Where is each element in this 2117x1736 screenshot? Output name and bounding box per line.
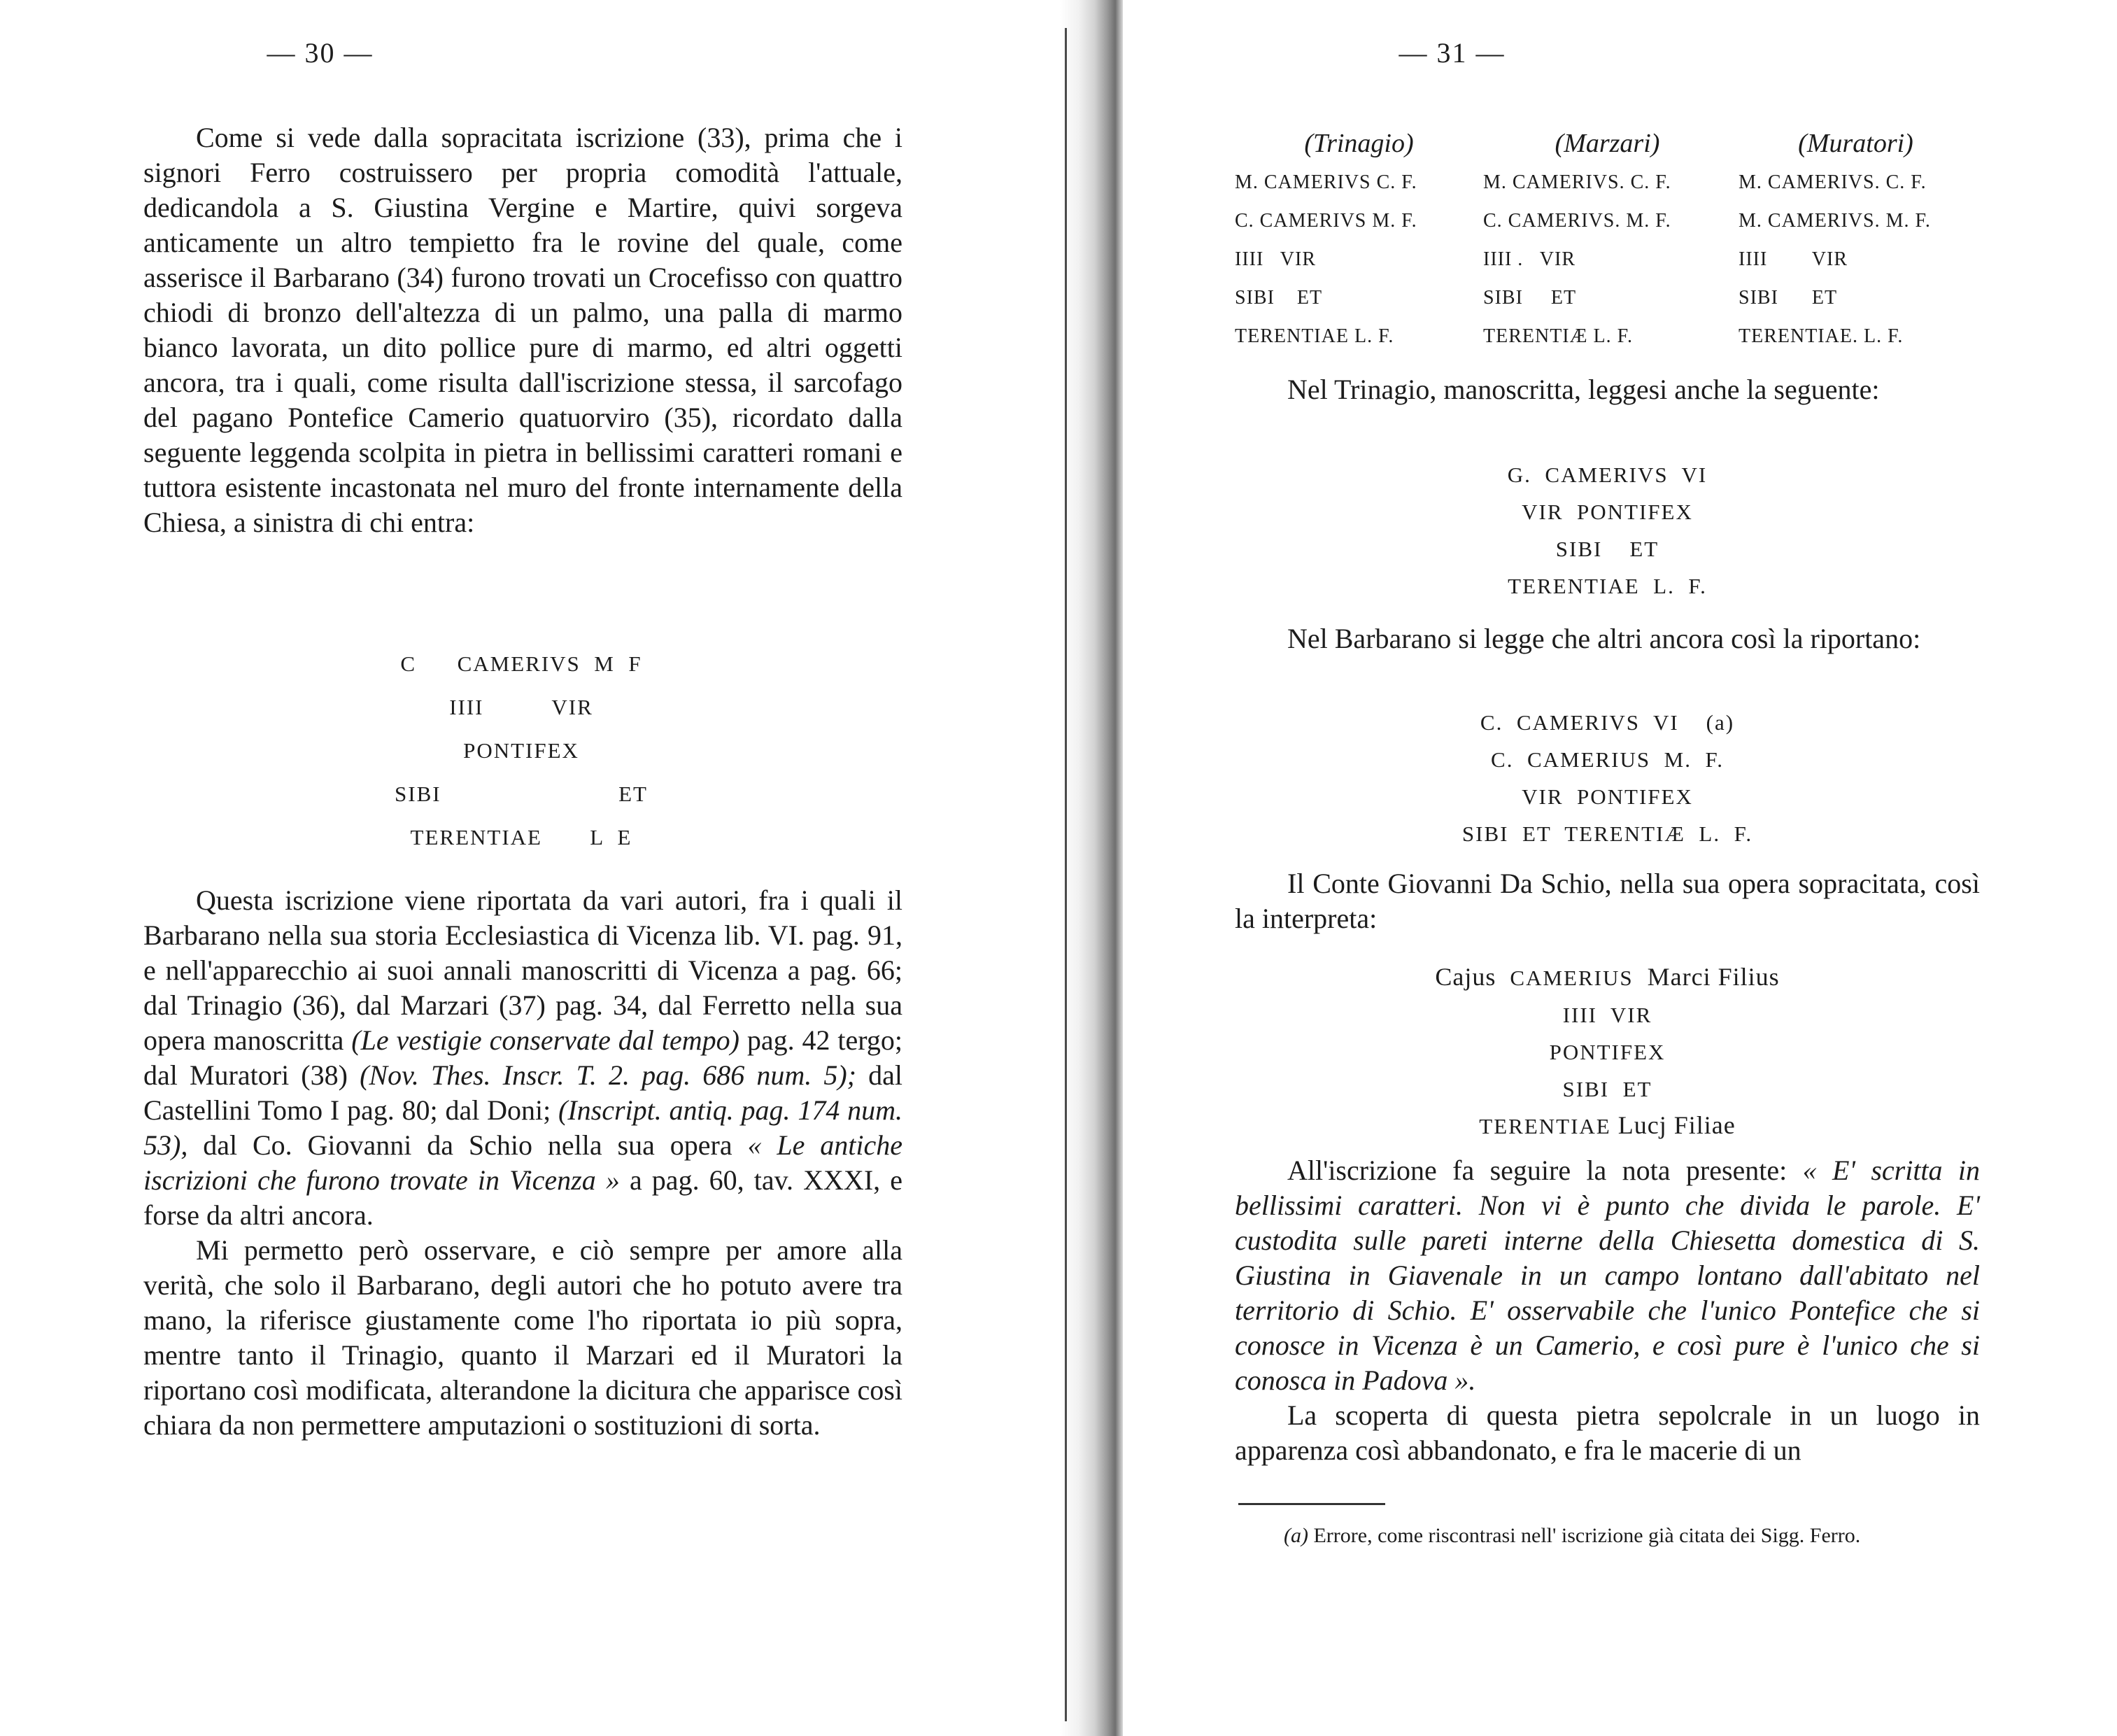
paragraph-text [1235, 1153, 1980, 1398]
inscription-line [1235, 1070, 1980, 1107]
column-cell: TERENTIAE L. F. [1235, 325, 1394, 347]
text-run: a pag. 60, tav. XXXI, e forse da altri ancora. [143, 1164, 902, 1231]
text-run: pag. 42 tergo; dal Muratori (38) [143, 1024, 902, 1091]
inscription-line: SIBI ET [395, 782, 648, 806]
inscription-line [1235, 1033, 1980, 1070]
column-cell: M. CAMERIVS. C. F. [1739, 171, 1927, 193]
footnote [1235, 1520, 1980, 1552]
inscription-camerius [248, 642, 794, 859]
column-header: (Marzari) [1555, 129, 1660, 158]
column-cell: IIII . VIR [1483, 248, 1576, 270]
inscription-line: C. CAMERIVS VI (a) [1480, 710, 1735, 735]
inscription-word-caps: CAMERIUS [1510, 966, 1634, 990]
page-number: — 31 — [1399, 37, 1506, 69]
inscription-line [1235, 1107, 1980, 1144]
inscription-line: VIR PONTIFEX [1522, 784, 1693, 809]
inscription-line: C CAMERIVS M F [400, 651, 642, 676]
footnote-mark: (a) [1284, 1524, 1308, 1547]
title-italic: (Le vestigie conservate dal tempo) [351, 1024, 739, 1056]
page-number: — 30 — [267, 37, 374, 69]
left-page [143, 0, 902, 1736]
inscription-line: SIBI ET TERENTIÆ L. F. [1461, 821, 1753, 846]
inscription-word: Marci Filius [1633, 963, 1780, 991]
paragraph-text: Nel Barbarano si legge che altri ancora così la riportano: [1287, 623, 1921, 654]
inscription-line: SIBI ET [1555, 537, 1659, 561]
column-cell: IIII VIR [1235, 248, 1317, 270]
inscription-line: G. CAMERIVS VI [1507, 463, 1708, 487]
column-cell: SIBI ET [1235, 287, 1323, 309]
inscription-line: TERENTIAE L E [410, 825, 632, 849]
column-headers [1235, 125, 1980, 163]
paragraph [1235, 1153, 1980, 1468]
citation-italic: (Inscript. antiq. pag. 174 num. 53), [143, 1094, 902, 1161]
paragraph-text: Mi permetto però osservare, e ciò sempre per amore alla verità, che solo il Barbarano, degli autori che ho potuto avere tra mano, la riferisce giustamente come l'ho riportata io più sopra, mentre tanto il Trinagio, quanto il Marzari ed il Muratori la riportano così modificata, alterandone la dicitura che apparisce così chiara da non permettere amputazioni o sostituzioni di sorta. [143, 1234, 902, 1441]
column-cell: TERENTIÆ L. F. [1483, 325, 1633, 347]
column-cell: SIBI ET [1483, 287, 1577, 309]
column-cell: SIBI ET [1739, 287, 1838, 309]
gutter-line [1065, 28, 1067, 1721]
inscription-word-caps: SIBI ET [1562, 1077, 1652, 1101]
column-cell: C. CAMERIVS M. F. [1235, 210, 1417, 232]
title-italic: « Le antiche iscrizioni che furono trovate in Vicenza » [143, 1129, 902, 1196]
text-run: Questa iscrizione viene riportata da vari autori, fra i quali il Barbarano nella sua storia Ecclesiastica di Vicenza lib. VI. pag. 91, e nell'apparecchio ai suoi annali manoscritti di Vicenza a pag. 66; dal Trinagio (36), dal Marzari (37) pag. 34, dal Ferretto nella sua opera manoscritta [143, 884, 902, 1056]
inscription-word-caps: TERENTIAE [1479, 1114, 1611, 1138]
inscription-barbarano [1235, 704, 1980, 852]
column-header: (Muratori) [1798, 129, 1913, 158]
inscription-da-schio [1235, 959, 1980, 1144]
paragraph-text [143, 883, 902, 1233]
column-cell: M. CAMERIVS. M. F. [1739, 210, 1931, 232]
paragraph-text: Il Conte Giovanni Da Schio, nella sua opera sopracitata, così la interpreta: [1235, 868, 1980, 934]
inscription-line: IIII VIR [449, 695, 593, 719]
inscription-trinagio [1235, 456, 1980, 605]
paragraph [1235, 866, 1980, 936]
right-page [1235, 0, 1980, 1736]
column-cell: IIII VIR [1739, 248, 1848, 270]
column-rows [1235, 163, 1980, 355]
column-header: (Trinagio) [1304, 129, 1414, 158]
text-run: dal Castellini Tomo I pag. 80; dal Doni; [143, 1059, 902, 1126]
paragraph [1235, 372, 1980, 407]
column-cell: C. CAMERIVS. M. F. [1483, 210, 1671, 232]
paragraph-text: Nel Trinagio, manoscritta, leggesi anche la seguente: [1287, 374, 1880, 405]
footnote-rule [1238, 1503, 1385, 1505]
column-row [1235, 317, 1980, 355]
book-gutter [1060, 0, 1123, 1736]
footnote-text: Errore, come riscontrasi nell' iscrizione già citata dei Sigg. Ferro. [1308, 1524, 1861, 1547]
inscription-line: VIR PONTIFEX [1522, 500, 1693, 524]
column-cell: M. CAMERIVS C. F. [1235, 171, 1417, 193]
column-cell: M. CAMERIVS. C. F. [1483, 171, 1671, 193]
paragraph-text: La scoperta di questa pietra sepolcrale in un luogo in apparenza così abbandonato, e fra le macerie di un [1235, 1399, 1980, 1466]
paragraph [1235, 621, 1980, 656]
column-row [1235, 163, 1980, 202]
inscription-word: Cajus [1435, 963, 1510, 991]
column-row [1235, 278, 1980, 317]
citation-italic: (Nov. Thes. Inscr. T. 2. pag. 686 num. 5); [360, 1059, 856, 1091]
quote-italic: « E' scritta in bellissimi caratteri. Non vi è punto che divida le parole. E' custodita sulle pareti interne della Chiesetta domestica di S. Giustina in Giavenale in un campo lontano dall'abitato nel territorio di Schio. E' osservabile che l'unico Pontefice che si conosce in Vicenza è un Camerio, e così pure è l'unico che si conosca in Padova ». [1235, 1155, 1981, 1396]
inscription-line: C. CAMERIUS M. F. [1491, 747, 1724, 772]
inscription-line: PONTIFEX [463, 738, 579, 763]
column-row [1235, 240, 1980, 278]
inscription-line: TERENTIAE L. F. [1508, 574, 1707, 598]
inscription-word-caps: PONTIFEX [1549, 1040, 1666, 1064]
text-run: All'iscrizione fa seguire la nota presente: [1287, 1155, 1803, 1186]
column-cell: TERENTIAE. L. F. [1739, 325, 1904, 347]
paragraph-text: Come si vede dalla sopracitata iscrizione (33), prima che i signori Ferro costruissero per propria comodità l'attuale, dedicandola a S. Giustina Vergine e Martire, quivi sorgeva anticamente un altro tempietto fra le rovine del quale, come asserisce il Barbarano (34) furono trovati un Crocefisso con quattro chiodi di bronzo dell'altezza di un palmo, una palla di marmo bianco lavorata, un dito pollice pure di marmo, ed altri oggetti ancora, tra i quali, come risulta dall'iscrizione stessa, il sarcofago del pagano Pontefice Camerio quatuorviro (35), ricordato dalla seguente leggenda scolpita in pietra in bellissimi caratteri romani e tuttora esistente incastonata nel muro del fronte internamente della Chiesa, a sinistra di chi entra: [143, 122, 902, 538]
column-row [1235, 202, 1980, 240]
inscription-word-caps: IIII VIR [1562, 1003, 1652, 1027]
inscription-word: Lucj Filiae [1610, 1111, 1736, 1139]
comparison-columns [1235, 125, 1980, 355]
text-run: dal Co. Giovanni da Schio nella sua opera [187, 1129, 748, 1161]
paragraph [143, 120, 902, 540]
paragraph [143, 883, 902, 1443]
inscription-line [1235, 996, 1980, 1033]
inscription-line [1235, 959, 1980, 996]
